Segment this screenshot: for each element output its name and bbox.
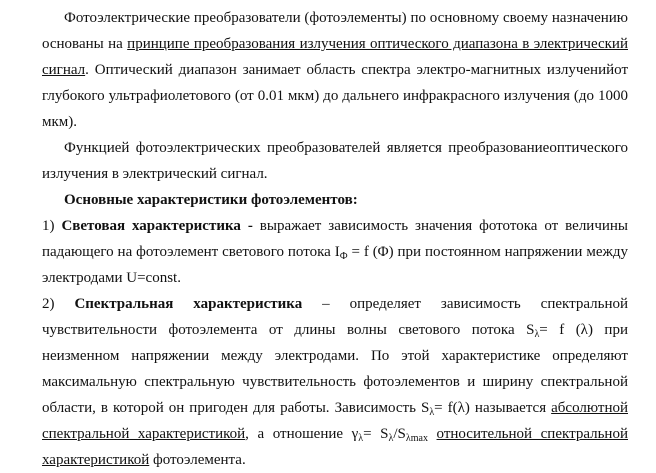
item-text: = f(λ) называется bbox=[434, 400, 552, 416]
function-paragraph: Функцией фотоэлектрических преобразователей является преобразованиеоптического излучения в электрический сигнал. bbox=[42, 140, 628, 182]
item-number: 2) bbox=[42, 296, 75, 312]
light-characteristic-item bbox=[42, 213, 628, 291]
item-text bbox=[428, 426, 437, 442]
section-heading: Основные характеристики фотоэлементов: bbox=[64, 192, 358, 208]
intro-text-end: . Оптический диапазон занимает область спектра электро-магнитных излученийот глубокого ультрафиолетового (от 0.01 мкм) до дальнего инфракрасного излучения (до 1000 мкм). bbox=[42, 62, 628, 130]
subscript: λ bbox=[534, 329, 540, 340]
item-number: 1) bbox=[42, 218, 62, 234]
item-text: – определяет зависимость спектральной чувствительности фотоэлемента от длины волны светового потока S bbox=[42, 296, 629, 338]
item-text: /S bbox=[393, 426, 406, 442]
item-title: Световая характеристика - bbox=[61, 218, 253, 234]
item-text: выражает зависимость значения фототока от величины падающего на фотоэлемент светового потока I bbox=[42, 218, 629, 260]
subscript: Ф bbox=[339, 251, 348, 262]
subscript: λ bbox=[388, 433, 394, 444]
intro-text-start: Фотоэлектрические преобразователи (фотоэлементы) по основному своему назначению основаны на bbox=[42, 10, 628, 52]
item-text: фотоэлемента. bbox=[149, 452, 246, 468]
underlined-principle: принципе преобразования излучения оптического диапазона в электрический сигнал bbox=[42, 36, 628, 78]
item-title: Спектральная характеристика bbox=[74, 296, 303, 312]
underlined-relative-term: относительной спектральной характеристикой bbox=[42, 426, 628, 468]
subscript: λ bbox=[358, 433, 364, 444]
item-text: , а отношение γ bbox=[245, 426, 359, 442]
item-text: = f (Φ) при постоянном напряжении между электродами U=const. bbox=[42, 244, 628, 286]
item-text: = S bbox=[363, 426, 389, 442]
underlined-absolute-term: абсолютной спектральной характеристикой bbox=[42, 400, 628, 442]
subscript: λmax bbox=[405, 433, 428, 444]
item-text: = f (λ) при неизменном напряжении между электродами. По этой характеристике определяют максимальную спектральную чувствительность фотоэлементов и ширину спектральной области, в которой он пригоден для работы. Зависимость S bbox=[42, 322, 628, 416]
subscript: λ bbox=[429, 407, 435, 418]
intro-paragraph bbox=[42, 5, 628, 135]
spectral-characteristic-item bbox=[42, 291, 628, 473]
